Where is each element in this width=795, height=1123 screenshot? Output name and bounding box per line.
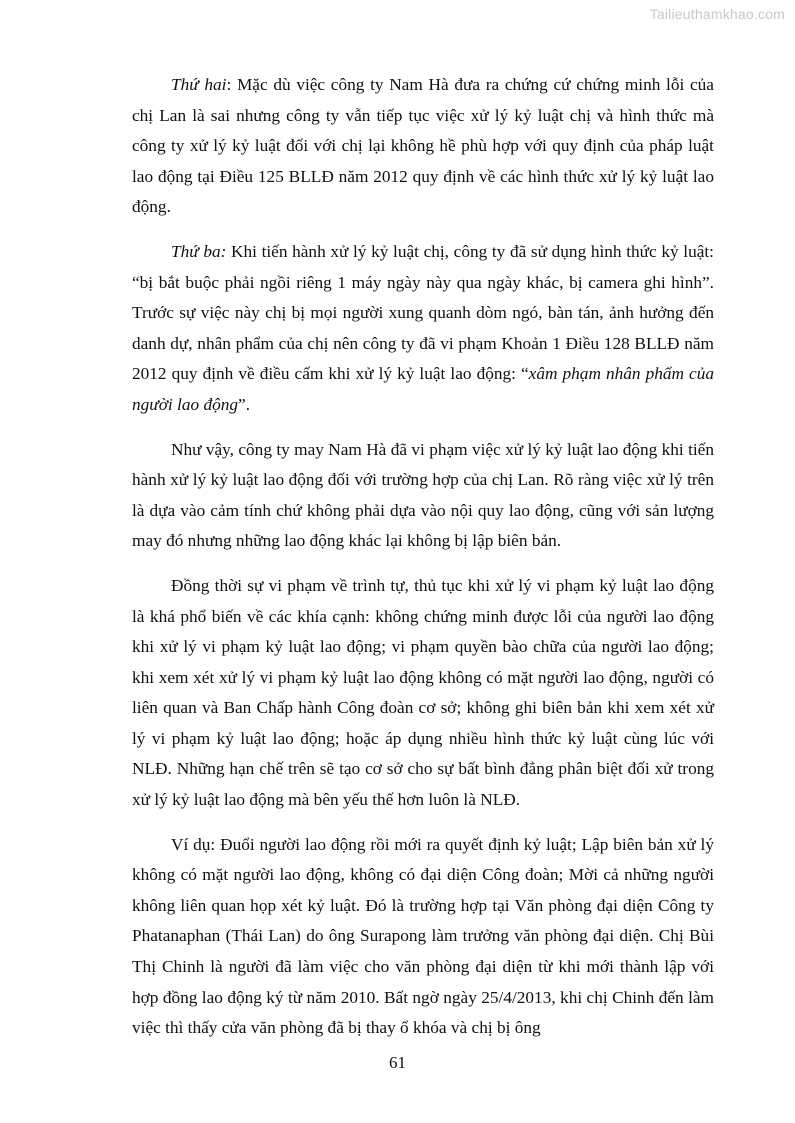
quoted-phrase-italic: xâm phạm nhân phẩm của người lao động	[132, 364, 715, 414]
paragraph-lead-italic: Thứ ba:	[171, 241, 227, 261]
paragraph-tail: ”.	[238, 394, 251, 414]
paragraph-vi-du: Ví dụ: Đuổi người lao động rồi mới ra quyết định kỷ luật; Lập biên bản xử lý không có mặt người lao động, không có đại diện Công đoàn; Mời cả những người không liên quan họp xét kỷ luật. Đó là trường hợp tại Văn phòng đại diện Công ty Phatanaphan (Thái Lan) do ông Surapong làm trưởng văn phòng đại diện. Chị Bùi Thị Chinh là người đã làm việc cho văn phòng đại diện từ khi mới thành lập với hợp đồng lao động ký từ năm 2010. Bất ngờ ngày 25/4/2013, khi chị Chinh đến làm việc thì thấy cửa văn phòng đã bị thay ổ khóa và chị bị ông	[132, 834, 714, 1038]
paragraph-lead-italic: Thứ hai	[171, 75, 227, 94]
paragraph-nhu-vay: Như vậy, công ty may Nam Hà đã vi phạm việc xử lý kỷ luật lao động khi tiến hành xử lý kỷ luật lao động đối với trường hợp của chị Lan. Rõ ràng việc xử lý trên là dựa vào cảm tính chứ không phải dựa vào nội quy lao động, cũng với sản lượng may đó nhưng những lao động khác lại không bị lập biên bản.	[132, 439, 714, 551]
paragraph-thu-hai	[132, 70, 714, 223]
paragraph-dong-thoi: Đồng thời sự vi phạm về trình tự, thủ tục khi xử lý vi phạm kỷ luật lao động là khá phổ biến về các khía cạnh: không chứng minh được lỗi của người lao động khi xử lý vi phạm kỷ luật lao động; vi phạm quyền bào chữa của người lao động; khi xem xét xử lý vi phạm kỷ luật lao động không có mặt người lao động, người có liên quan và Ban Chấp hành Công đoàn cơ sở; không ghi biên bản khi xem xét xử lý vi phạm kỷ luật lao động; hoặc áp dụng nhiều hình thức kỷ luật cùng lúc với NLĐ. Những hạn chế trên sẽ tạo cơ sở cho sự bất bình đẳng phân biệt đối xử trong xử lý kỷ luật lao động mà bên yếu thế hơn luôn là NLĐ.	[132, 575, 714, 810]
page-number: 61	[389, 1053, 406, 1072]
watermark-text: Tailieuthamkhao.com	[649, 6, 785, 22]
paragraph-thu-ba	[132, 237, 714, 421]
paragraph-text: Khi tiến hành xử lý kỷ luật chị, công ty đã sử dụng hình thức kỷ luật: “bị bắt buộc phải ngồi riêng 1 máy ngày này qua ngày khác, bị camera ghi hình”. Trước sự việc này chị bị mọi người xung quanh dòm ngó, bàn tán, ảnh hưởng đến danh dự, nhân phẩm của chị nên công ty đã vi phạm Khoản 1 Điều 128 BLLĐ năm 2012 quy định về điều cấm khi xử lý kỷ luật lao động: “	[132, 241, 714, 384]
paragraph-text: : Mặc dù việc công ty Nam Hà đưa ra chứng cứ chứng minh lỗi của chị Lan là sai nhưng công ty vẫn tiếp tục việc xử lý kỷ luật chị và hình thức mà công ty xử lý kỷ luật đối với chị lại không hề phù hợp với quy định của pháp luật lao động tại Điều 125 BLLĐ năm 2012 quy định về các hình thức xử lý kỷ luật lao động.	[132, 75, 714, 217]
document-body	[132, 70, 714, 1058]
